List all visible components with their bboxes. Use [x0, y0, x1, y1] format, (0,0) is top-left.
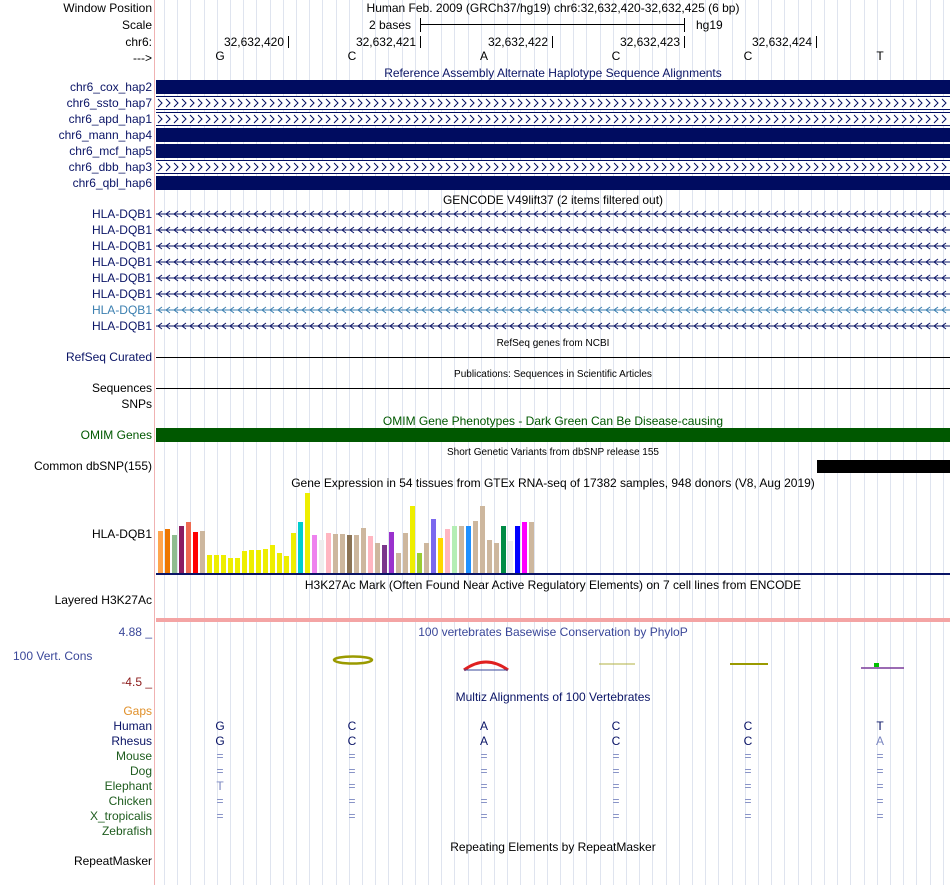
multiz-base: A [875, 734, 884, 748]
alt-hap-title[interactable]: Reference Assembly Alternate Haplotype Sequence Alignments [384, 66, 722, 80]
gtex-label[interactable]: HLA-DQB1 [91, 527, 152, 541]
multiz-gaps-label: Gaps [123, 704, 152, 718]
multiz-base: = [480, 809, 488, 823]
gencode-intron-arrows [156, 259, 950, 265]
rmsk-label[interactable]: RepeatMasker [73, 854, 152, 868]
gencode-title[interactable]: GENCODE V49lift37 (2 items filtered out) [442, 193, 664, 207]
gtex-tissue-bar[interactable] [200, 531, 205, 573]
multiz-base: T [876, 719, 884, 733]
multiz-base: = [612, 794, 620, 808]
pubs-line[interactable] [156, 388, 950, 389]
alt-hap-label[interactable]: chr6_apd_hap1 [68, 112, 152, 126]
base-letter: T [876, 49, 884, 63]
scale-assembly: hg19 [696, 18, 723, 32]
gtex-tissue-bar[interactable] [207, 555, 212, 573]
gtex-tissue-bar[interactable] [459, 526, 464, 573]
base-letter: C [743, 49, 753, 63]
gtex-title[interactable]: Gene Expression in 54 tissues from GTEx RNA-seq of 17382 samples, 948 donors (V8, Aug 2019) [291, 476, 815, 490]
window-position-text[interactable]: Human Feb. 2009 (GRCh37/hg19) chr6:32,632,420-32,632,425 (6 bp) [366, 1, 740, 15]
scale-text: 2 bases [369, 18, 412, 32]
position-label: 32,632,421 [355, 35, 416, 49]
gtex-tissue-bar[interactable] [487, 540, 492, 573]
gtex-tissue-bar[interactable] [382, 545, 387, 573]
multiz-base: = [612, 749, 620, 763]
position-label: 32,632,423 [619, 35, 680, 49]
multiz-base: = [744, 749, 752, 763]
gencode-transcript[interactable] [156, 207, 950, 221]
gencode-transcript[interactable] [156, 319, 950, 333]
multiz-species-label[interactable]: Rhesus [111, 734, 152, 748]
gtex-tissue-bar[interactable] [172, 535, 177, 573]
multiz-base: = [744, 764, 752, 778]
multiz-base: = [744, 809, 752, 823]
gtex-tissue-bar[interactable] [494, 543, 499, 573]
position-tick [552, 36, 553, 48]
gencode-intron-arrows [156, 307, 950, 313]
strand-arrows [156, 97, 950, 109]
base-letter: A [479, 49, 488, 63]
multiz-species-label[interactable]: Dog [129, 764, 152, 778]
alt-hap-bar[interactable] [156, 176, 950, 190]
gtex-tissue-bar[interactable] [452, 526, 457, 573]
strand-arrow-path [158, 115, 946, 123]
gtex-tissue-bar[interactable] [515, 526, 520, 573]
position-label: 32,632,424 [751, 35, 812, 49]
gencode-intron-arrows [156, 211, 950, 217]
alt-hap-label[interactable]: chr6_cox_hap2 [69, 80, 152, 94]
refseq-label[interactable]: RefSeq Curated [65, 350, 152, 364]
multiz-species-label[interactable]: Mouse [115, 749, 152, 763]
gtex-tissue-bar[interactable] [396, 553, 401, 573]
gencode-intron-arrows [156, 243, 950, 249]
position-tick [816, 36, 817, 48]
strand-arrow-path [158, 99, 946, 107]
gtex-tissue-bar[interactable] [340, 534, 345, 573]
strand-arrows [156, 161, 950, 173]
multiz-base: = [348, 764, 356, 778]
omim-title[interactable]: OMIM Gene Phenotypes - Dark Green Can Be Disease-causing [382, 414, 724, 428]
gtex-tissue-bar[interactable] [354, 535, 359, 573]
gencode-transcript[interactable] [156, 255, 950, 269]
alt-hap-label[interactable]: chr6_qbl_hap6 [72, 176, 152, 190]
gtex-tissue-bar[interactable] [312, 535, 317, 573]
window-position-label: Window Position [63, 1, 152, 15]
multiz-base: = [612, 764, 620, 778]
multiz-base: = [480, 779, 488, 793]
alt-hap-bar[interactable] [156, 144, 950, 158]
omim-label[interactable]: OMIM Genes [80, 428, 152, 442]
multiz-base: = [612, 779, 620, 793]
gtex-tissue-bar[interactable] [361, 528, 366, 573]
gtex-tissue-bar[interactable] [347, 535, 352, 573]
multiz-base: = [612, 809, 620, 823]
gtex-tissue-bar[interactable] [270, 545, 275, 573]
multiz-base: = [348, 779, 356, 793]
gtex-tissue-bar[interactable] [417, 553, 422, 573]
multiz-base: C [611, 734, 621, 748]
strand-arrow-path [158, 163, 946, 171]
phylop-logo-c [334, 657, 372, 664]
gtex-tissue-bar[interactable] [228, 558, 233, 573]
gtex-tissue-bar[interactable] [431, 519, 436, 573]
multiz-base: = [348, 794, 356, 808]
gtex-tissue-bar[interactable] [375, 543, 380, 573]
position-label: 32,632,420 [223, 35, 284, 49]
pubs-label[interactable]: Sequences [91, 381, 152, 395]
dbsnp-variant[interactable] [817, 460, 950, 473]
pubs-title: Publications: Sequences in Scientific Articles [454, 369, 652, 380]
gtex-chart[interactable] [156, 491, 950, 573]
multiz-base: T [216, 779, 224, 793]
alt-hap-bar[interactable] [156, 96, 950, 110]
gtex-tissue-bar[interactable] [186, 522, 191, 573]
gtex-tissue-bar[interactable] [466, 526, 471, 573]
phylop-max: 4.88 _ [118, 625, 152, 639]
gencode-intron-arrows [156, 323, 950, 329]
gtex-tissue-bar[interactable] [165, 529, 170, 573]
gtex-tissue-bar[interactable] [193, 532, 198, 573]
gtex-tissue-bar[interactable] [305, 493, 310, 573]
gencode-label[interactable]: HLA-DQB1 [91, 207, 152, 221]
gencode-transcript[interactable] [156, 287, 950, 301]
gtex-tissue-bar[interactable] [179, 526, 184, 573]
scale-bar-left-tick [420, 18, 421, 32]
multiz-base: = [216, 794, 224, 808]
phylop-logo-t [874, 663, 879, 667]
alt-hap-label[interactable]: chr6_ssto_hap7 [66, 96, 152, 110]
gencode-transcript[interactable] [156, 271, 950, 285]
chrom-label: chr6: [125, 35, 152, 49]
multiz-base: C [743, 734, 753, 748]
multiz-base: = [876, 794, 884, 808]
multiz-base: = [876, 749, 884, 763]
base-letter: C [347, 49, 357, 63]
strand-arrows [156, 113, 950, 125]
gtex-baseline [156, 573, 950, 575]
gtex-tissue-bar[interactable] [221, 555, 226, 573]
multiz-base: C [347, 719, 357, 733]
refseq-line[interactable] [156, 357, 950, 358]
rmsk-title[interactable]: Repeating Elements by RepeatMasker [450, 840, 656, 854]
gtex-tissue-bar[interactable] [438, 538, 443, 573]
gtex-tissue-bar[interactable] [480, 506, 485, 573]
multiz-base: = [876, 779, 884, 793]
gtex-tissue-bar[interactable] [256, 550, 261, 573]
gencode-label[interactable]: HLA-DQB1 [91, 287, 152, 301]
multiz-base: = [744, 779, 752, 793]
gencode-label[interactable]: HLA-DQB1 [91, 255, 152, 269]
gtex-tissue-bar[interactable] [242, 551, 247, 573]
label-separator [154, 0, 155, 885]
gencode-label[interactable]: HLA-DQB1 [91, 271, 152, 285]
h3k27ac-title[interactable]: H3K27Ac Mark (Often Found Near Active Regulatory Elements) on 7 cell lines from ENCODE [304, 578, 802, 592]
alt-hap-label[interactable]: chr6_mcf_hap5 [69, 144, 152, 158]
multiz-base: = [348, 809, 356, 823]
gtex-tissue-bar[interactable] [445, 529, 450, 573]
gtex-tissue-bar[interactable] [368, 536, 373, 573]
refseq-title: RefSeq genes from NCBI [496, 338, 610, 349]
position-tick [288, 36, 289, 48]
phylop-title[interactable]: 100 vertebrates Basewise Conservation by PhyloP [418, 625, 688, 639]
gencode-intron-arrows [156, 291, 950, 297]
multiz-base: = [744, 794, 752, 808]
alt-hap-bar[interactable] [156, 112, 950, 126]
dbsnp-label[interactable]: Common dbSNP(155) [33, 459, 152, 473]
gtex-tissue-bar[interactable] [249, 550, 254, 573]
gtex-tissue-bar[interactable] [158, 531, 163, 573]
gtex-tissue-bar[interactable] [508, 541, 513, 573]
multiz-species-label[interactable]: Elephant [104, 779, 152, 793]
gtex-tissue-bar[interactable] [389, 532, 394, 573]
multiz-base: G [215, 734, 225, 748]
multiz-base: = [216, 764, 224, 778]
multiz-species-label[interactable]: Zebrafish [101, 824, 152, 838]
gencode-transcript[interactable] [156, 223, 950, 237]
snps-label: SNPs [121, 397, 152, 411]
alt-hap-bar[interactable] [156, 160, 950, 174]
multiz-base: = [216, 749, 224, 763]
gtex-tissue-bar[interactable] [403, 533, 408, 573]
multiz-base: = [348, 749, 356, 763]
multiz-base: A [479, 734, 488, 748]
alt-hap-bar[interactable] [156, 80, 950, 94]
multiz-base: A [479, 719, 488, 733]
multiz-base: C [743, 719, 753, 733]
multiz-base: = [480, 794, 488, 808]
gencode-label[interactable]: HLA-DQB1 [91, 319, 152, 333]
gtex-tissue-bar[interactable] [333, 534, 338, 573]
multiz-base: = [480, 749, 488, 763]
gtex-tissue-bar[interactable] [522, 522, 527, 573]
gencode-transcript[interactable] [156, 303, 950, 317]
gencode-label[interactable]: HLA-DQB1 [91, 239, 152, 253]
gtex-tissue-bar[interactable] [298, 522, 303, 573]
multiz-species-label[interactable]: Chicken [108, 794, 152, 808]
gencode-label[interactable]: HLA-DQB1 [91, 303, 152, 317]
phylop-min: -4.5 _ [121, 675, 152, 689]
multiz-base: C [611, 719, 621, 733]
gencode-label[interactable]: HLA-DQB1 [91, 223, 152, 237]
gencode-intron-arrows [156, 227, 950, 233]
omim-bar[interactable] [156, 428, 950, 442]
multiz-species-label[interactable]: Human [113, 719, 152, 733]
gtex-tissue-bar[interactable] [326, 533, 331, 573]
gencode-transcript[interactable] [156, 239, 950, 253]
dbsnp-title: Short Genetic Variants from dbSNP release 155 [447, 447, 659, 458]
multiz-base: G [215, 719, 225, 733]
phylop-label[interactable]: 100 Vert. Cons [13, 649, 93, 663]
gtex-tissue-bar[interactable] [410, 506, 415, 573]
alt-hap-label[interactable]: chr6_mann_hap4 [58, 128, 152, 142]
position-tick [420, 36, 421, 48]
gtex-tissue-bar[interactable] [424, 543, 429, 573]
alt-hap-label[interactable]: chr6_dbb_hap3 [68, 160, 152, 174]
multiz-species-label[interactable]: X_tropicalis [89, 809, 152, 823]
gtex-tissue-bar[interactable] [501, 526, 506, 573]
gtex-tissue-bar[interactable] [277, 553, 282, 573]
multiz-base: C [347, 734, 357, 748]
multiz-base: = [876, 764, 884, 778]
phylop-logo-a [464, 662, 508, 670]
gtex-tissue-bar[interactable] [319, 540, 324, 573]
gtex-tissue-bar[interactable] [291, 533, 296, 573]
h3k27ac-signal[interactable] [156, 618, 950, 622]
gtex-tissue-bar[interactable] [473, 521, 478, 573]
h3k27ac-label[interactable]: Layered H3K27Ac [54, 593, 152, 607]
gtex-tissue-bar[interactable] [263, 549, 268, 573]
scale-bar [420, 24, 684, 25]
gtex-tissue-bar[interactable] [529, 522, 534, 573]
strand-label: ---> [133, 51, 152, 65]
base-letter: C [611, 49, 621, 63]
scale-label: Scale [121, 18, 152, 32]
alt-hap-bar[interactable] [156, 128, 950, 142]
multiz-base: = [480, 764, 488, 778]
base-letter: G [215, 49, 225, 63]
multiz-base: = [216, 809, 224, 823]
gtex-tissue-bar[interactable] [214, 555, 219, 573]
multiz-title[interactable]: Multiz Alignments of 100 Vertebrates [455, 690, 651, 704]
position-label: 32,632,422 [487, 35, 548, 49]
position-tick [684, 36, 685, 48]
gencode-intron-arrows [156, 275, 950, 281]
multiz-base: = [876, 809, 884, 823]
phylop-logos[interactable] [156, 650, 950, 678]
scale-bar-right-tick [684, 18, 685, 32]
gtex-tissue-bar[interactable] [284, 556, 289, 573]
gtex-tissue-bar[interactable] [235, 558, 240, 573]
